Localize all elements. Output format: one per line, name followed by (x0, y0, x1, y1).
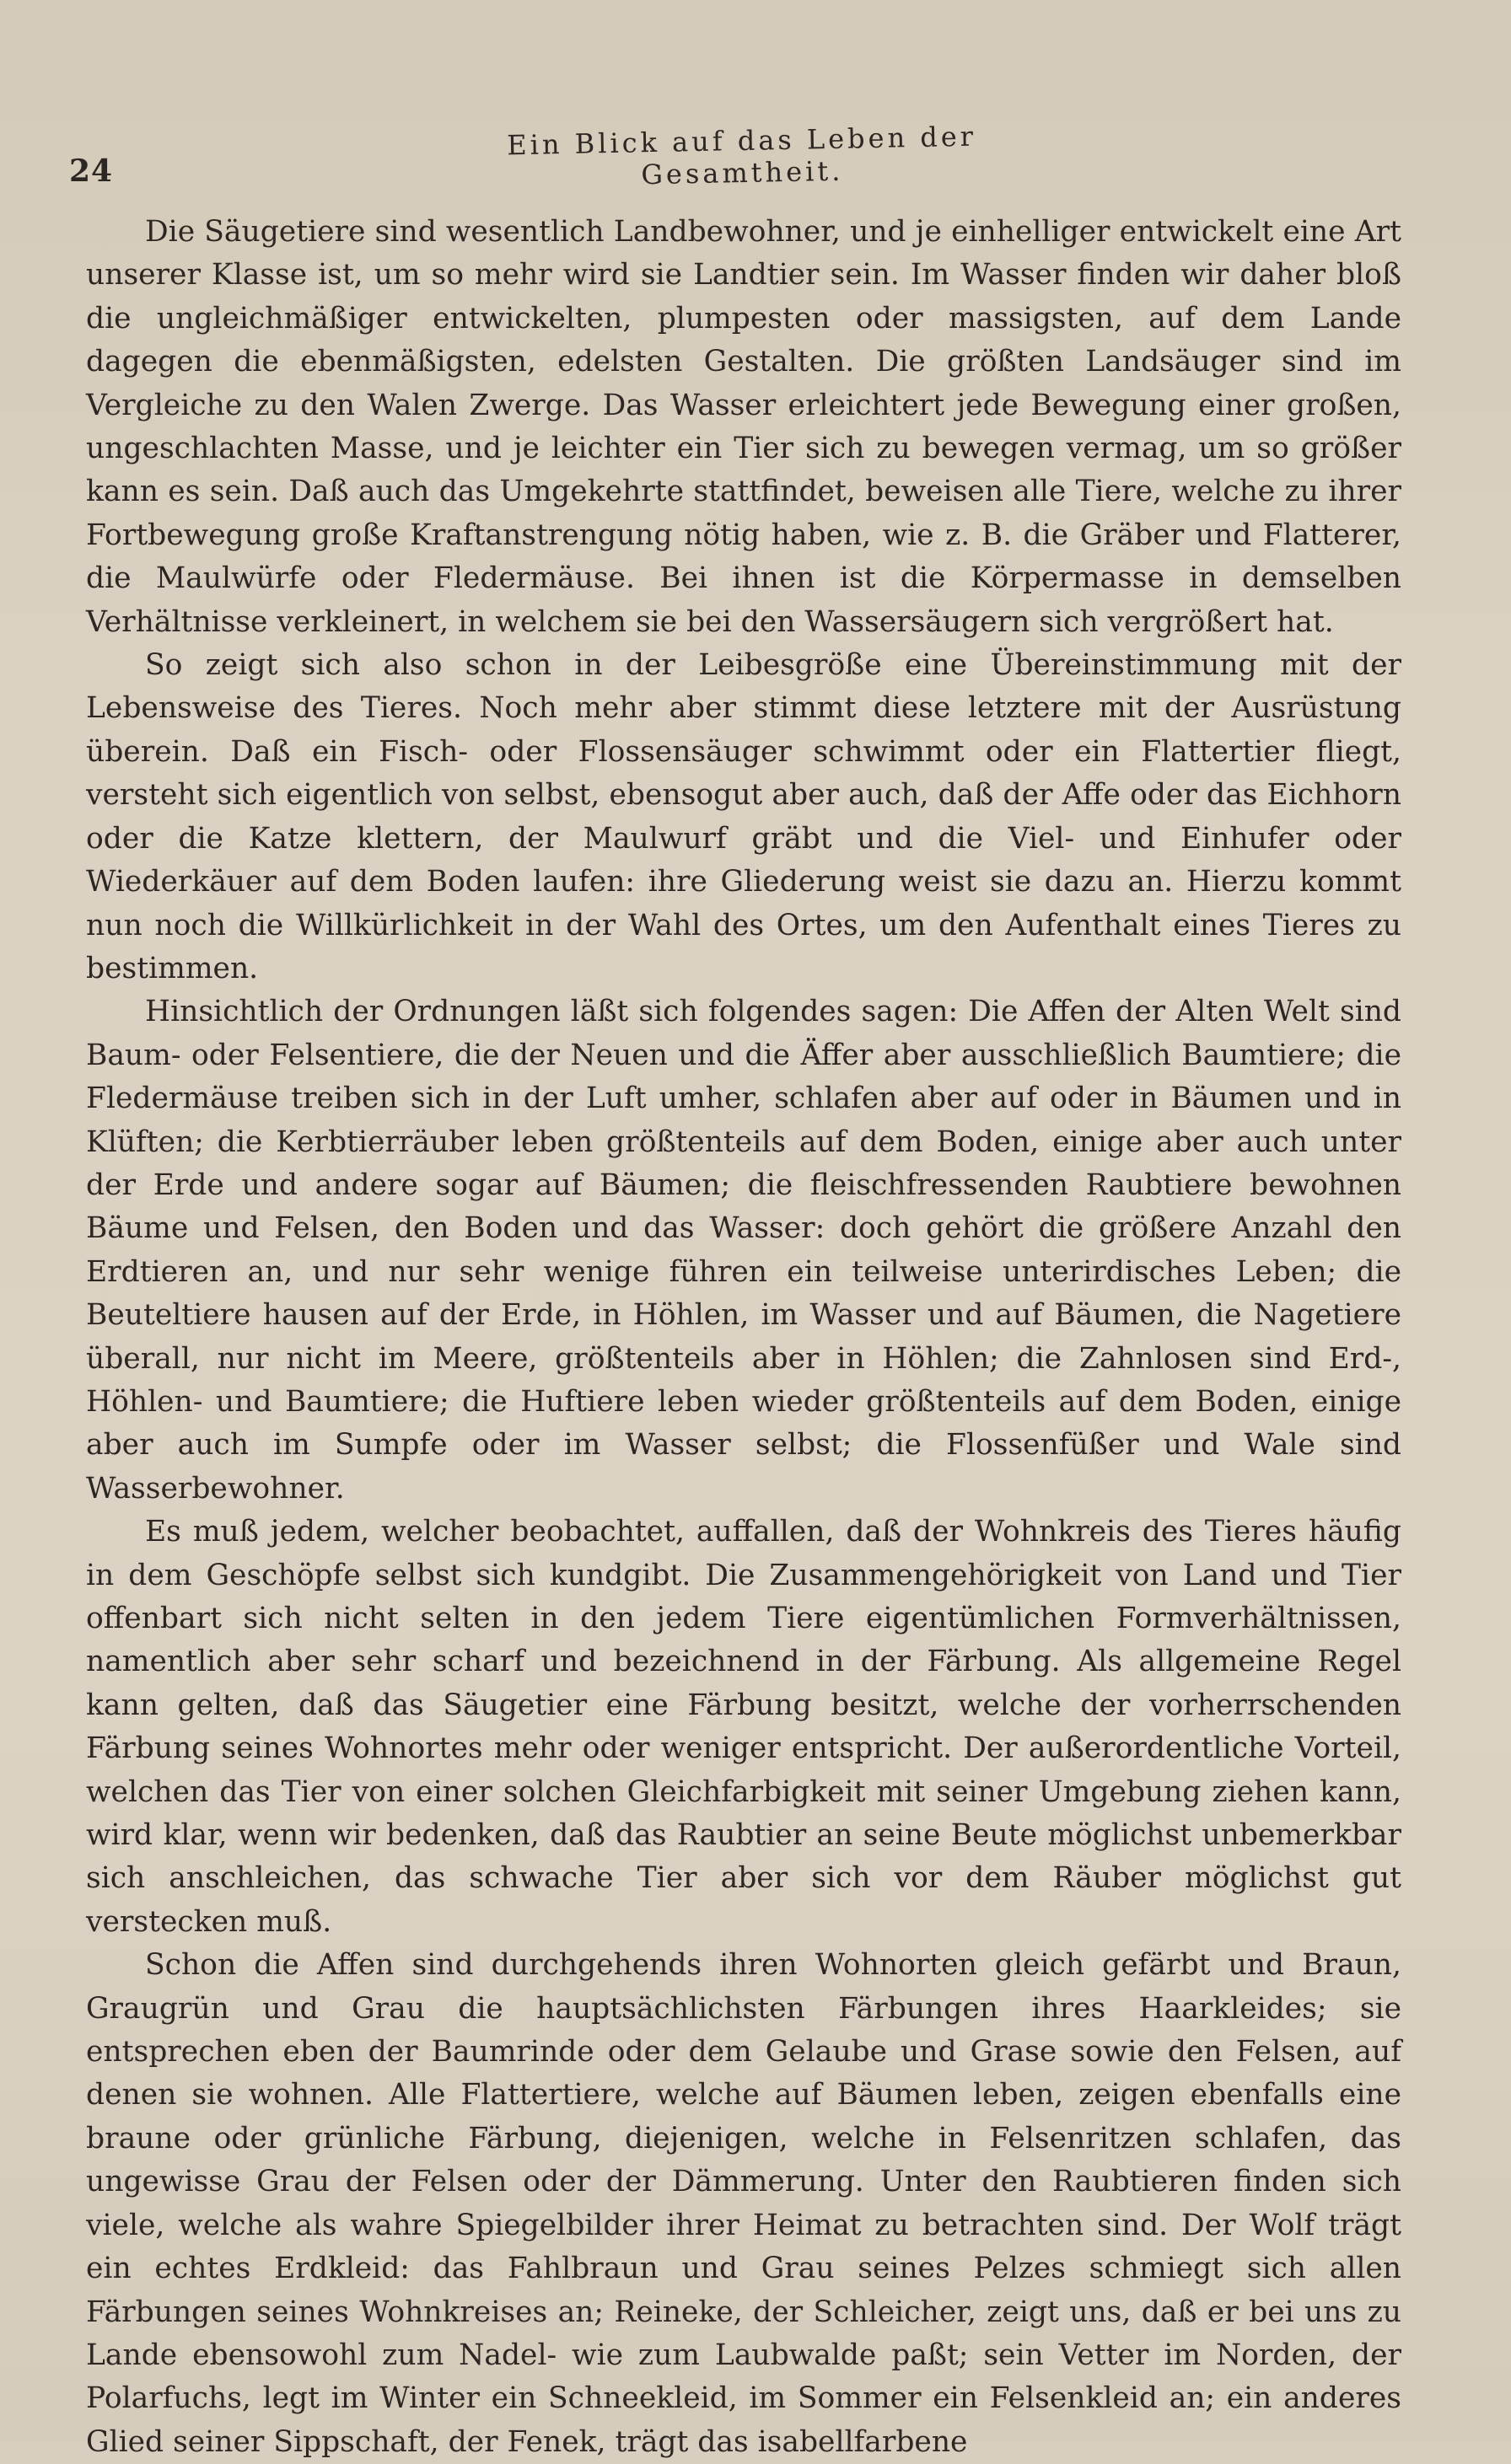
paragraph: Es muß jedem, welcher beobachtet, auffallen, daß der Wohnkreis des Tieres häufig in dem Geschöpfe selbst sich kundgibt. Die Zusammengehörigkeit von Land und Tier offenbart sich nicht selten in den jedem Tiere eigentümlichen Formverhältnissen, namentlich aber sehr scharf und bezeichnend in der Färbung. Als allgemeine Regel kann gelten, daß das Säugetier eine Färbung besitzt, welche der vorherrschenden Färbung seines Wohnortes mehr oder weniger entspricht. Der außerordentliche Vorteil, welchen das Tier von einer solchen Gleichfarbigkeit mit seiner Umgebung ziehen kann, wird klar, wenn wir bedenken, daß das Raubtier an seine Beute möglichst unbemerkbar sich anschleichen, das schwache Tier aber sich vor dem Räuber möglichst gut verstecken muß. (86, 1515, 1401, 1939)
page-number: 24 (69, 153, 114, 189)
body-text (86, 211, 1401, 2464)
paragraph: Hinsichtlich der Ordnungen läßt sich folgendes sagen: Die Affen der Alten Welt sind Baum- oder Felsentiere, die der Neuen und die Äffer aber ausschließlich Baumtiere; die Fledermäuse treiben sich in der Luft umher, schlafen aber auf oder in Bäumen und in Klüften; die Kerbtierräuber leben größtenteils auf dem Boden, einige aber auch unter der Erde und andere sogar auf Bäumen; die fleischfressenden Raubtiere bewohnen Bäume und Felsen, den Boden und das Wasser: doch gehört die größere Anzahl den Erdtieren an, und nur sehr wenige führen ein teilweise unterirdisches Leben; die Beuteltiere hausen auf der Erde, in Höhlen, im Wasser und auf Bäumen, die Nagetiere überall, nur nicht im Meere, größtenteils aber in Höhlen; die Zahnlosen sind Erd-, Höhlen- und Baumtiere; die Huftiere leben wieder größtenteils auf dem Boden, einige aber auch im Sumpfe oder im Wasser selbst; die Flossenfüßer und Wale sind Wasserbewohner. (86, 995, 1401, 1506)
paragraph: So zeigt sich also schon in der Leibesgröße eine Übereinstimmung mit der Lebensweise des Tieres. Noch mehr aber stimmt diese letztere mit der Ausrüstung überein. Daß ein Fisch- oder Flossensäuger schwimmt oder ein Flattertier fliegt, versteht sich eigentlich von selbst, ebensogut aber auch, daß der Affe oder das Eichhorn oder die Katze klettern, der Maulwurf gräbt und die Viel- und Einhufer oder Wiederkäuer auf dem Boden laufen: ihre Gliederung weist sie dazu an. Hierzu kommt nun noch die Willkürlichkeit in der Wahl des Ortes, um den Aufenthalt eines Tieres zu bestimmen. (86, 648, 1401, 985)
running-header: Ein Blick auf das Leben der Gesamtheit. (506, 120, 977, 191)
paragraph: Schon die Affen sind durchgehends ihren Wohnorten gleich gefärbt und Braun, Graugrün und Grau die hauptsächlichsten Färbungen ihres Haarkleides; sie entsprechen eben der Baumrinde oder dem Gelaube und Grase sowie den Felsen, auf denen sie wohnen. Alle Flattertiere, welche auf Bäumen leben, zeigen ebenfalls eine braune oder grünliche Färbung, diejenigen, welche in Felsenritzen schlafen, das ungewisse Grau der Felsen oder der Dämmerung. Unter den Raubtieren finden sich viele, welche als wahre Spiegelbilder ihrer Heimat zu betrachten sind. Der Wolf trägt ein echtes Erdkleid: das Fahlbraun und Grau seines Pelzes schmiegt sich allen Färbungen seines Wohnkreises an; Reineke, der Schleicher, zeigt uns, daß er bei uns zu Lande ebensowohl zum Nadel- wie zum Laubwalde paßt; sein Vetter im Norden, der Polarfuchs, legt im Winter ein Schneekleid, im Sommer ein Felsenkleid an; ein anderes Glied seiner Sippschaft, der Fenek, trägt das isabellfarbene (86, 1948, 1401, 2459)
paragraph: Die Säugetiere sind wesentlich Landbewohner, und je einhelliger entwickelt eine Art unserer Klasse ist, um so mehr wird sie Landtier sein. Im Wasser finden wir daher bloß die ungleichmäßiger entwickelten, plumpesten oder massigsten, auf dem Lande dagegen die ebenmäßigsten, edelsten Gestalten. Die größten Landsäuger sind im Vergleiche zu den Walen Zwerge. Das Wasser erleichtert jede Bewegung einer großen, ungeschlachten Masse, und je leichter ein Tier sich zu bewegen vermag, um so größer kann es sein. Daß auch das Umgekehrte stattfindet, beweisen alle Tiere, welche zu ihrer Fortbewegung große Kraftanstrengung nötig haben, wie z. B. die Gräber und Flatterer, die Maulwürfe oder Fledermäuse. Bei ihnen ist die Körpermasse in demselben Verhältnisse verkleinert, in welchem sie bei den Wassersäugern sich vergrößert hat. (86, 215, 1401, 639)
